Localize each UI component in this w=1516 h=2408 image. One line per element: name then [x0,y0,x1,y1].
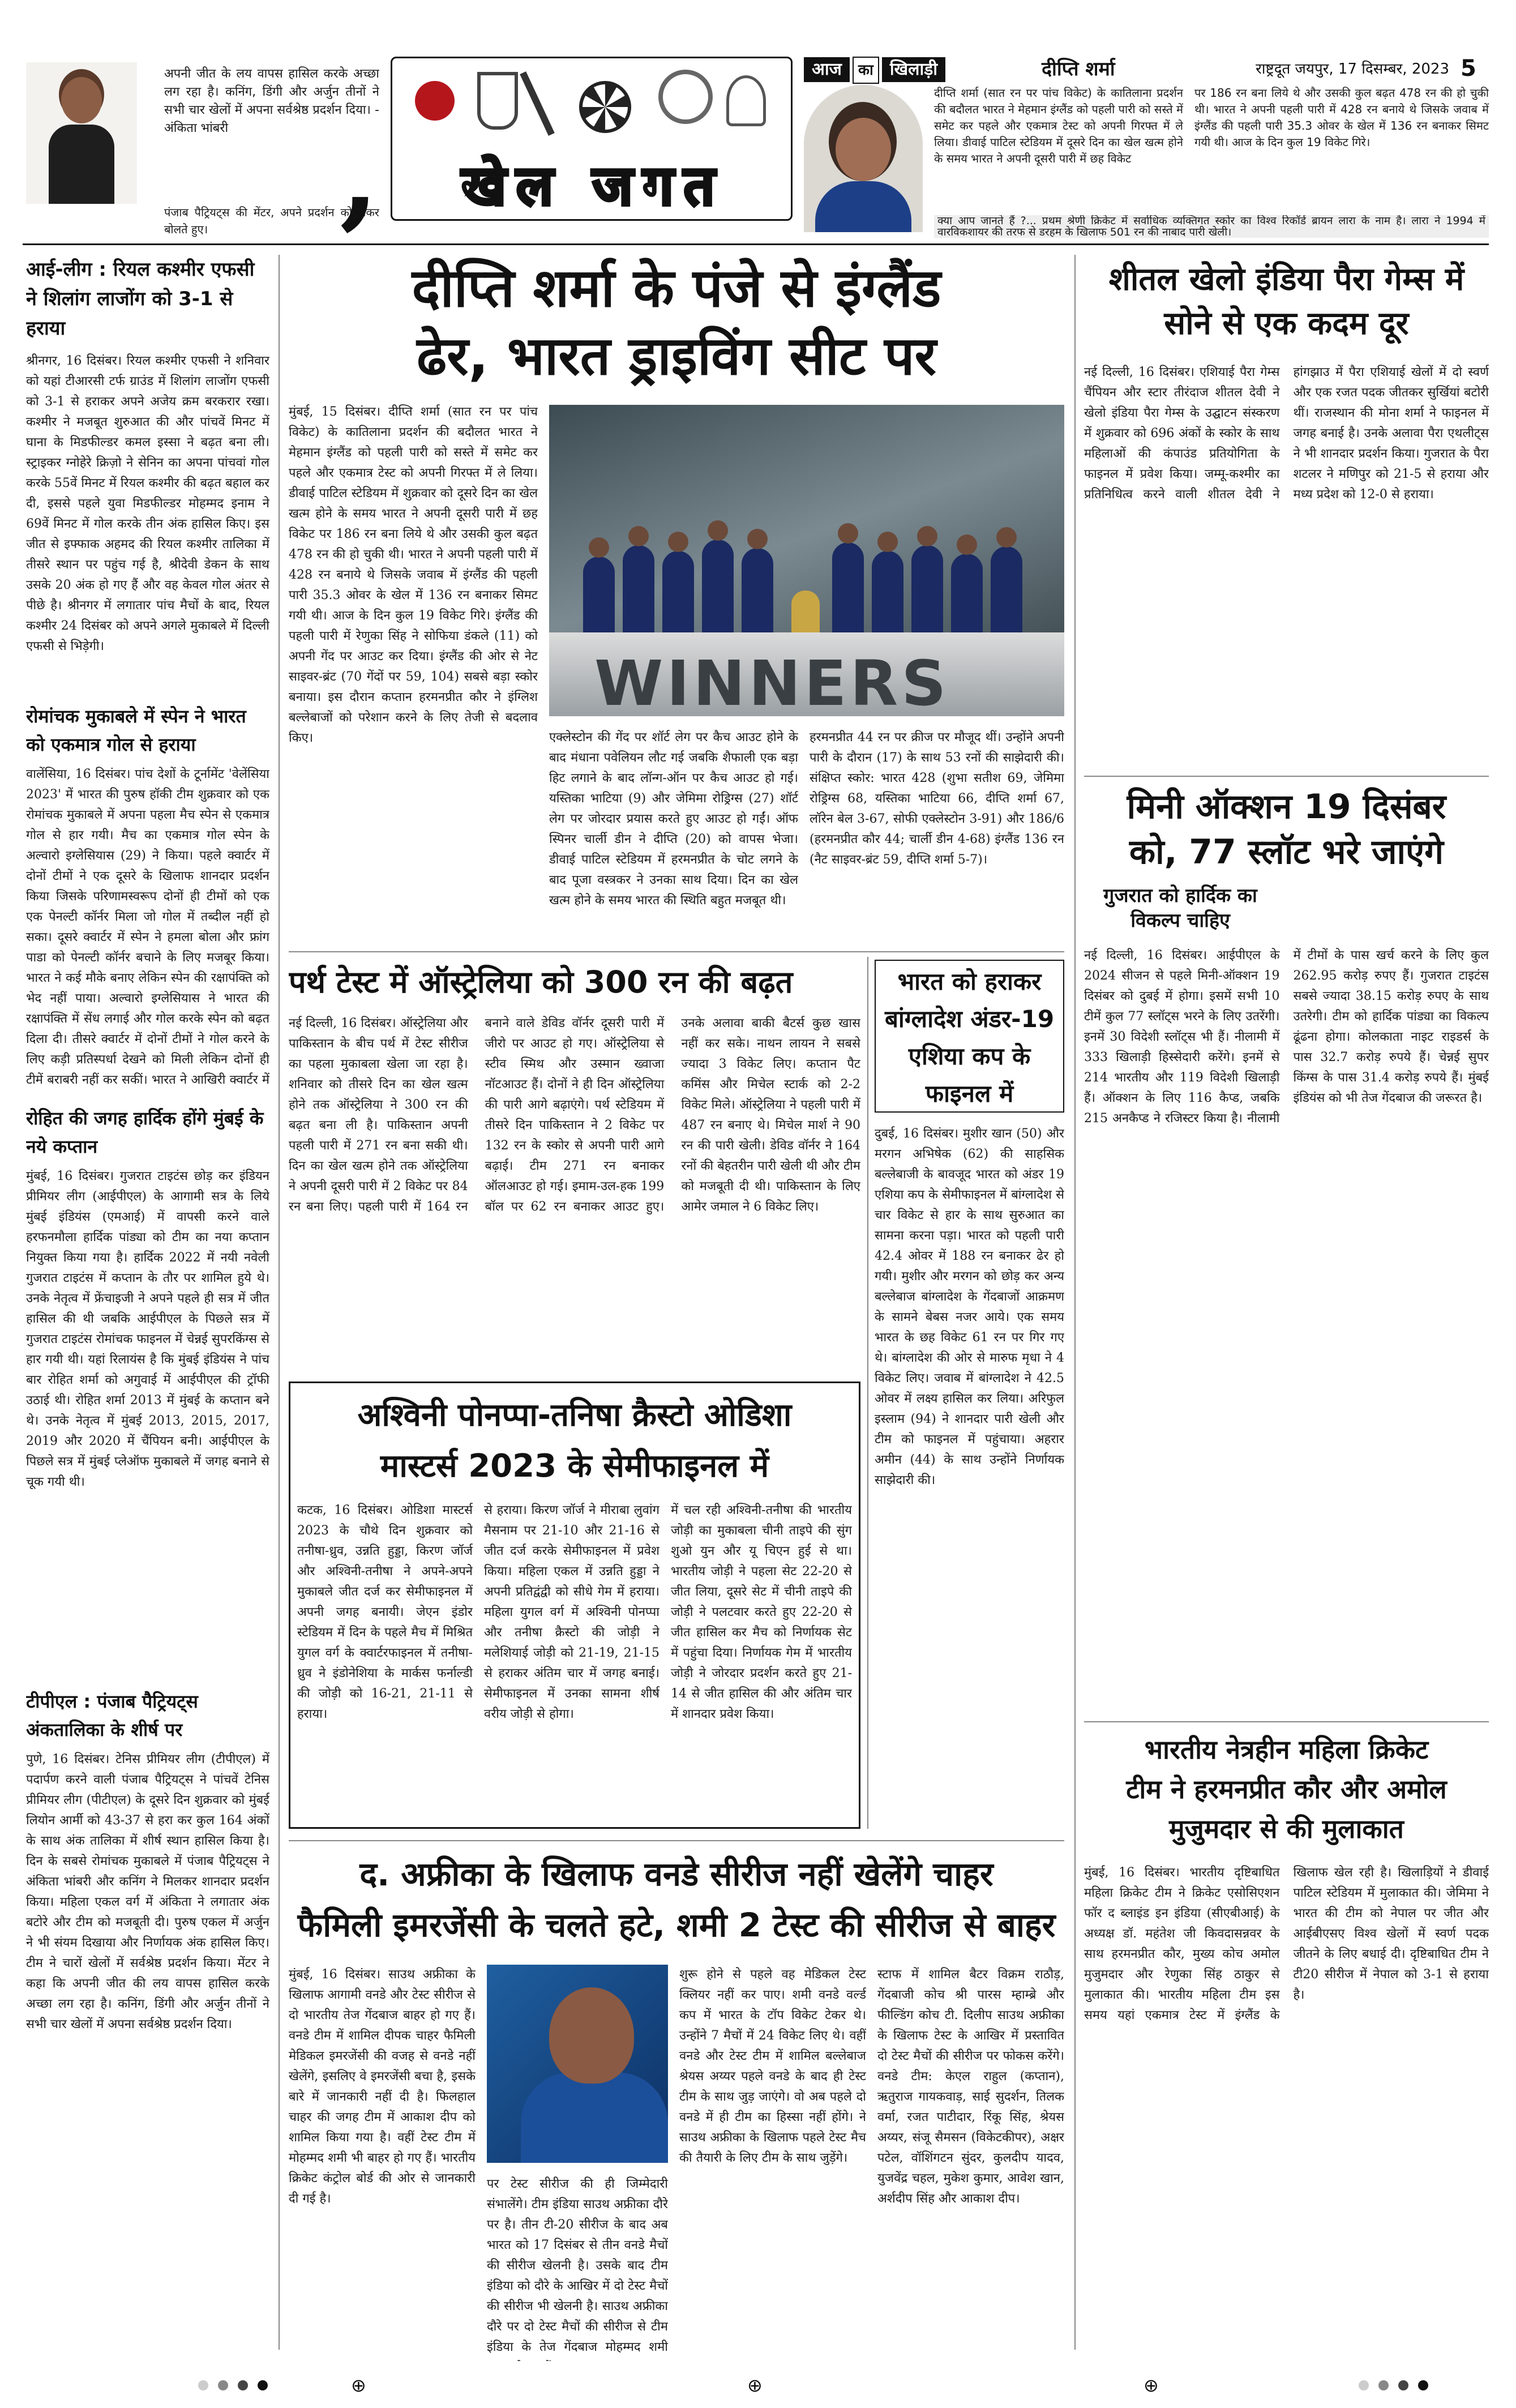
header-quote: अपनी जीत के लय वापस हासिल करके अच्छा लग रहा है। कनिंग, डिंगी और अर्जुन तीनों ने सभी चार खेलों में अपना सर्वश्रेष्ठ प्रदर्शन दिया। - अंकिता भांबरी [164,67,379,135]
left-story2-head: रोमांचक मुकाबले में स्पेन ने भारत को एकमात्र गोल से हराया [26,705,246,755]
odisha-col1: कटक, 16 दिसंबर। ओडिशा मास्टर्स 2023 के चौथे दिन शुक्रवार को तनीषा-ध्रुव, उन्नति हुड्डा, किरण जॉर्ज और अश्विनी-तनीषा ने अपने-अपने मुकाबले जीत दर्ज कर सेमीफाइनल में अपनी जगह बनायी। जेएन इंडोर स्टेडियम में दिन के पहले मैच में मिश्रित युगल वर्ग के क्वार्टरफाइनल में तनीषा-ध्रुव ने इंडोनेशिया के मार्कस फर्नाल्डी की जोड़ी को 16-21, 21-11 से हराया। [297,1503,473,1721]
chahar-top-rule [289,1840,1064,1841]
perth-headline: पर्थ टेस्ट में ऑस्ट्रेलिया को 300 रन की बढ़त [289,964,793,1000]
left-col-rule [279,255,280,2350]
right-story2-head-2: को, 77 स्लॉट भरे जाएंगे [1129,832,1444,872]
perth-body: नई दिल्ली, 16 दिसंबर। ऑस्ट्रेलिया और पाकिस्तान के बीच पर्थ में टेस्ट सीरीज का पहला मुकाबला खेला जा रहा है। शनिवार को तीसरे दिन का खेल खत्म होने तक ऑस्ट्रेलिया ने 300 रन की बढ़त बना ली है। पाकिस्तान अपनी पहली पारी में 271 रन बना सकी थी। दिन का खेल खत्म होने तक ऑस्ट्रेलिया ने अपनी दूसरी पारी में 2 विकेट पर 84 रन बना लिए। पहली पारी में 164 रन बनाने वाले डेविड वॉर्नर दूसरी पारी में जीरो पर आउट हो गए। ऑस्ट्रेलिया से स्टीव स्मिथ और उस्मान ख्वाजा नॉटआउट हैं। दोनों ने ही दिन ऑस्ट्रेलिया की पारी आगे बढ़ाएंगे। पर्थ स्टेडियम में तीसरे दिन पाकिस्तान ने 2 विकेट पर 132 रन के स्कोर से अपनी पारी आगे बढ़ाई। टीम 271 रन बनाकर ऑलआउट हो गई। इमाम-उल-हक 199 बॉल पर 62 रन बनाकर आउट हुए। उनके अलावा बाकी बैटर्स कुछ खास नहीं कर सके। नाथन लायन ने सबसे ज्यादा 3 विकेट लिए। कप्तान पैट कमिंस और मिचेल स्टार्क को 2-2 विकेट मिले। ऑस्ट्रेलिया ने पहली पारी में 487 रन बनाए थे। मिचेल मार्श ने 90 रन की पारी खेली। डेविड वॉर्नर ने 164 रनों की बेहतरीन पारी खेली थी और टीम को मजबूती दी थी। पाकिस्तान के लिए आमेर जमाल ने 6 विकेट लिए। [289,1016,860,1214]
right-story2-body: नई दिल्ली, 16 दिसंबर। आईपीएल के 2024 सीजन से पहले मिनी-ऑक्शन 19 दिसंबर को दुबई में होगा। इसमें सभी 10 टीमें कुल 77 स्लॉट्स भरने के लिए उतरेंगी। इनमें 30 विदेशी स्लॉट्स भी हैं। नीलामी में 333 खिलाड़ी हिस्सेदारी करेंगे। इनमें से 214 भारतीय और 119 विदेशी खिलाड़ी हैं। ऑक्शन के लिए 116 कैप्ड, जबकि 215 अनकैप्ड ने रजिस्टर किया है। नीलामी में टीमों के पास खर्च करने के लिए कुल 262.95 करोड़ रुपए हैं। गुजरात टाइटंस सबसे ज्यादा 38.15 करोड़ रुपए के साथ उतरेगी। टीम को हार्दिक पांड्या का विकल्प ढूंढना होगा। कोलकाता नाइट राइडर्स के पास 32.7 करोड़ रुपये हैं। चेन्नई सुपर किंग्स के पास 31.4 करोड़ रुपये हैं। मुंबई इंडियंस को भी तेज गेंदबाज की जरूरत है। [1084,948,1489,1126]
right-story2-head-1: मिनी ऑक्शन 19 दिसंबर [1127,787,1446,827]
quote-mark-icon: , [340,109,379,242]
right-story3-body: मुंबई, 16 दिसंबर। भारतीय दृष्टिबाधित महिला क्रिकेट टीम ने क्रिकेट एसोसिएशन फॉर द ब्लाइंड इन इंडिया (सीएबीआई) के अध्यक्ष डॉ. महंतेश जी किवदासन्नवर के साथ हरमनप्रीत कौर, मुख्य कोच अमोल मुजुमदार और रेणुका सिंह ठाकुर से मुलाकात की। भारतीय महिला टीम इस समय यहां एकमात्र टेस्ट में इंग्लैंड के खिलाफ खेल रही है। खिलाड़ियों ने डीवाई पाटिल स्टेडियम में मुलाकात की। जेमिमा ने भारत की टीम को नेपाल पर जीत और आईबीएसए विश्व खेलों में स्वर्ण पदक जीतने के लिए बधाई दी। दृष्टिबाधित टीम ने टी20 सीरीज में नेपाल को 3-1 से हराया है। [1084,1866,1489,2022]
page-number: 5 [1461,55,1476,82]
winners-team-photo [549,405,1064,716]
deepti-sharma-photo [804,85,923,232]
trophy-icon [477,72,518,130]
right-story2-rule [1084,776,1489,777]
odisha-headline-2: मास्टर्स 2023 के सेमीफाइनल में [380,1448,769,1485]
registration-dots-right [1359,2380,1428,2393]
left-story3-body: मुंबई, 16 दिसंबर। गुजरात टाइटंस छोड़ कर इंडियन प्रीमियर लीग (आईपीएल) के आगामी सत्र के लिये मुंबई इंडियंस (एमआई) में वापसी करने वाले हरफनमौला हार्दिक पांड्या को टीम का नया कप्तान नियुक्त किया गया है। हार्दिक 2022 में नयी नवेली गुजरात टाइटंस में कप्तान के तौर पर शामिल हुये थे। उनके नेतृत्व में फ्रेंचाइजी ने अपने पहले ही सत्र में जीत हासिल की थी जबकि आईपीएल के पिछले सत्र में गुजरात टाइटंस रोमांचक फाइनल में चेन्नई सुपरकिंग्स से हार गयी थी। यहां रिलायंस है कि मुंबई इंडियंस ने पांच बार रोहित शर्मा को अगुवाई में आईपीएल की ट्रॉफी उठाई थी। रोहित शर्मा 2013 में मुंबई के कप्तान बने थे। उनके नेतृत्व में मुंबई 2013, 2015, 2017, 2019 और 2020 में चैंपियन बनी। आईपीएल के पिछले सत्र में मुंबई प्लेऑफ मुकाबले में जगह बनाने से चूक गयी थी। [26,1169,269,1489]
perth-side-rule [867,957,868,1829]
right-story3-head-2: टीम ने हरमनप्रीत कौर और अमोल [1126,1774,1447,1804]
masthead [391,57,793,221]
lead-col4: हरमनप्रीत 44 रन पर क्रीज पर मौजूद थीं। उन्होंने अपनी पारी के दौरान (17) के साथ 53 रनों की साझेदारी की। संक्षिप्त स्कोर: भारत 428 (शुभा सतीश 69, जेमिमा रोड्रिग्स 68, यस्तिका भाटिया 66, दीप्ति शर्मा 67, लॉरेन बेल 3-67, सोफी एक्लेस्टोन 3-91) और 186/6 (हरमनप्रीत कौर 44; चार्ली डीन 4-68) इंग्लैंड 136 रन (नैट साइवर-ब्रंट 59, दीप्ति शर्मा 5-7)। [810,730,1064,867]
right-story3-head-3: मुजुमदार से की मुलाकात [1169,1814,1404,1844]
registration-dots-left [198,2380,268,2393]
hockey-stick-icon [520,71,555,136]
left-story4-body: पुणे, 16 दिसंबर। टेनिस प्रीमियर लीग (टीपीएल) में पदार्पण करने वाली पंजाब पैट्रियट्स ने पांचवें टेनिस प्रीमियर लीग (पीटीएल) के दूसरे दिन शुक्रवार को मुंबई लियोन आर्मी को 43-37 से हरा कर कुल 164 अंकों के साथ अंक तालिका में शीर्ष स्थान हासिल किया है। दिन के सबसे रोमांचक मुकाबले में पंजाब पैट्रियट्स ने अंकिता भांबरी और कनिंग ने मिलकर शानदार प्रदर्शन किया। महिला एकल वर्ग में अंकिता ने लगातार अंक बटोरे और टीम को मजबूती दी। पुरुष एकल में अर्जुन ने भी संयम दिखाया और निर्णायक अंक हासिल किए। टीम ने चारों खेलों में सर्वश्रेष्ठ प्रदर्शन किया। मेंटर ने कहा कि अपनी जीत की लय वापस हासिल करके अच्छा लग रहा है। कनिंग, डिंगी और अर्जुन तीनों ने सभी चार खेलों में अपना सर्वश्रेष्ठ प्रदर्शन दिया। [26,1752,269,2031]
odisha-col3: में चल रही अश्विनी-तनीषा की भारतीय जोड़ी का मुकाबला चीनी ताइपे की सुंग शुओ युन और यू चिएन हुई से था। भारतीय जोड़ी ने पहला सेट 22-20 से जीत लिया, दूसरे सेट में चीनी ताइपे की जोड़ी ने पलटवार करते हुए 22-20 से जीत हासिल कर मैच को निर्णायक सेट में पहुंचा दिया। निर्णायक गेम में भारतीय जोड़ी ने जोरदार प्रदर्शन करते हुए 21-14 से जीत हासिल की और अंतिम चार में शानदार प्रवेश किया। [671,1503,852,1721]
masthead-title: खेल जगत [461,154,725,217]
chahar-headline-2: फैमिली इमरजेंसी के चलते हटे, शमी 2 टेस्ट की सीरीज से बाहर [297,1906,1056,1944]
odisha-col2: से हराया। किरण जॉर्ज ने मीराबा लुवांग मैसनाम पर 21-10 और 21-16 से जीत दर्ज करके सेमीफाइनल में प्रवेश किया। महिला एकल में उन्नति हुड्डा ने अपनी प्रतिद्वंद्वी को सीधे गेम में हराया। महिला युगल वर्ग में अश्विनी पोनप्पा और तनीषा क्रैस्टो की जोड़ी ने मलेशियाई जोड़ी को 21-19, 21-15 से हराकर अंतिम चार में जगह बनाई। सेमीफाइनल में उनका सामना शीर्ष वरीय जोड़ी से होगा। [484,1503,659,1721]
ankita-bhambri-photo [26,62,137,204]
chahar-headline-1: द. अफ्रीका के खिलाफ वनडे सीरीज नहीं खेलेंगे चाहर [359,1855,993,1893]
right-story3-rule [1084,1721,1489,1722]
chahar-col1: मुंबई, 16 दिसंबर। साउथ अफ्रीका के खिलाफ आगामी वनडे और टेस्ट सीरीज से दो भारतीय तेज गेंदबाज बाहर हो गए हैं। वनडे टीम में शामिल दीपक चाहर फैमिली मेडिकल इमरजेंसी की वजह से वनडे नहीं खेलेंगे, इसलिए वे इमरजेंसी बचा है, इसके बारे में जानकारी नहीं दी है। फिलहाल चाहर की जगह टीम में आकाश दीप को शामिल किया गया है। वहीं टेस्ट टीम में मोहम्मद शमी भी बाहर हो गए हैं। भारतीय क्रिकेट कंट्रोल बोर्ड की ओर से जानकारी दी गई है। [289,1968,476,2206]
crosshair-icon: ⊕ [1144,2375,1159,2396]
chahar-col4: स्टाफ में शामिल बैटर विक्रम राठौड़, गेंदबाजी कोच श्री पारस म्हाम्ब्रे और फील्डिंग कोच टी. दिलीप साउथ अफ्रीका के खिलाफ टेस्ट के आखिर में प्रस्तावित दो टेस्ट मैचों की सीरीज पर फोकस करेंगे। वनडे टीम: केएल राहुल (कप्तान), ऋतुराज गायकवाड़, साई सुदर्शन, तिलक वर्मा, रजत पाटीदार, रिंकू सिंह, श्रेयस अय्यर, संजू सैमसन (विकेटकीपर), अक्षर पटेल, वॉशिंगटन सुंदर, कुलदीप यादव, युजवेंद्र चहल, मुकेश कुमार, आवेश खान, अर्शदीप सिंह और आकाश दीप। [877,1968,1064,2206]
lead-headline-2: ढेर, भारत ड्राइविंग सीट पर [417,326,936,387]
aaj-label: आज [804,57,850,82]
header-quote-caption: पंजाब पैट्रियट्स की मेंटर, अपने प्रदर्शन को लेकर बोलते हुए। [164,206,379,236]
football-icon [579,81,631,133]
player-blurb-2: पर 186 रन बना लिये थे और उसकी कुल बढ़त 478 रन की हो चुकी थी। भारत ने अपनी पहली पारी में 428 रन बनाये थे जिसके जवाब में इंग्लैंड की पहली पारी 35.3 ओवर के खेल में 136 रन बनाकर सिमट गयी थी। आज के दिन कुल 19 विकेट गिरे। [1194,86,1489,149]
right-story1-body: नई दिल्ली, 16 दिसंबर। एशियाई पैरा गेम्स चैंपियन और स्टार तीरंदाज शीतल देवी ने खेलो इंडिया पैरा गेम्स के उद्घाटन संस्करण में शुक्रवार को 696 अंकों के स्कोर के साथ महिलाओं की कंपाउंड प्रतियोगिता के फाइनल में प्रवेश किया। जम्मू-कश्मीर का प्रतिनिधित्व करने वाली शीतल देवी ने हांगझाउ में पैरा एशियाई खेलों में दो स्वर्ण और एक रजत पदक जीतकर सुर्खियां बटोरी थीं। राजस्थान की मोना शर्मा ने फाइनल में जगह बनाई है। उनके अलावा पैरा एथलीट्स ने भी शानदार प्रदर्शन किया। गुजरात के पैरा शटलर ने मणिपुर को 21-5 से हराया और मध्य प्रदेश को 12-0 से हराया। [1084,365,1489,502]
chahar-col3: शुरू होने से पहले वह मेडिकल टेस्ट क्लियर नहीं कर पाए। शमी वनडे वर्ल्ड कप में भारत के टॉप विकेट टेकर थे। उन्होंने 7 मैचों में 24 विकेट लिए थे। वहीं वनडे और टेस्ट टीम में शामिल बल्लेबाज श्रेयस अय्यर पहले वनडे के बाद ही टेस्ट टीम के साथ जुड़ जाएंगे। वो अब पहले दो वनडे में ही टीम का हिस्सा नहीं होंगे। ने साउथ अफ्रीका के खिलाफ पहले टेस्ट मैच की तैयारी के लिए टीम के साथ जुड़ेंगे। [679,1968,866,2165]
did-you-know: क्या आप जानते हैं ?... प्रथम श्रेणी क्रिकेट में सर्वाधिक व्यक्तिगत स्कोर का विश्व रिकॉर्ड ब्रायन लारा के नाम है। लारा ने 1994 में वारविकशायर की तरफ से डरहम के खिलाफ 501 रन की नाबाद पारी खेली। [934,215,1489,238]
lead-bottom-rule [289,951,1064,952]
cricket-ball-icon [415,81,455,121]
right-story2-subhead: गुजरात को हार्दिक का विकल्प चाहिए [1103,884,1257,932]
u19-body: दुबई, 16 दिसंबर। मुशीर खान (50) और मरगन अभिषेक (62) की साहसिक बल्लेबाजी के बावजूद भारत को अंडर 19 एशिया कप के सेमीफाइनल में बांग्लादेश से चार विकेट से हार के साथ सुरुआत का सामना करना पड़ा। भारत को पहली पारी 42.4 ओवर में 188 रन बनाकर ढेर हो गयी। मुशीर और मरगन को छोड़ कर अन्य बल्लेबाज बांग्लादेश के गेंदबाजों आक्रमण के सामने बेबस नजर आये। एक समय भारत के छह विकेट 61 रन पर गिर गए थे। बांग्लादेश की ओर से मारुफ मृधा ने 4 विकेट लिए। जवाब में बांग्लादेश ने 42.5 ओवर में लक्ष्य हासिल कर लिया। अरिफुल इस्लाम (94) ने शानदार पारी खेली और टीम को फाइनल में पहुंचाया। अहरार अमीन (44) के साथ उन्होंने निर्णायक साझेदारी की। [875,1127,1064,1487]
shami-photo [487,1965,668,2163]
player-blurb-1: दीप्ति शर्मा (सात रन पर पांच विकेट) के कातिलाना प्रदर्शन की बदौलत भारत ने मेहमान इंग्लैंड को पहली पारी को सस्ते में समेट कर पहले और एकमात्र टेस्ट को अपनी गिरफ्त में ले लिया। डीवाई पाटिल स्टेडियम में दूसरे दिन का खेल खत्म होने के समय भारत ने अपनी दूसरी पारी में छह विकेट [934,86,1183,165]
right-col-rule [1074,255,1076,2350]
crosshair-icon: ⊕ [351,2375,366,2396]
left-story3-head: रोहित की जगह हार्दिक होंगे मुंबई के नये कप्तान [26,1107,264,1157]
left-story4-head: टीपीएल : पंजाब पैट्रियट्स अंकतालिका के शीर्ष पर [26,1691,198,1740]
aaj-ka-khiladi-label [804,57,974,82]
right-story1-head: शीतल खेलो इंडिया पैरा गेम्स में सोने से एक कदम दूर [1108,261,1464,342]
lead-headline-1: दीप्ति शर्मा के पंजे से इंग्लैंड [412,258,941,319]
header-rule [23,243,1489,245]
right-story3-head-1: भारतीय नेत्रहीन महिला क्रिकेट [1144,1734,1429,1765]
winners-banner-text: WINNERS [594,647,950,716]
ka-label: का [853,57,879,84]
u19-headline: भारत को हराकर बांग्लादेश अंडर-19 एशिया कप के फाइनल में [875,960,1064,1113]
left-story1-head: आई-लीग : रियल कश्मीर एफसी ने शिलांग लाजोंग को 3-1 से हराया [26,258,255,340]
paper-info: राष्ट्रदूत जयपुर, 17 दिसम्बर, 2023 [1256,61,1449,78]
left-story1-body: श्रीनगर, 16 दिसंबर। रियल कश्मीर एफसी ने शनिवार को यहां टीआरसी टर्फ ग्राउंड में शिलांग लाजोंग एफसी को 3-1 से हराकर अपने अजेय क्रम बरकरार रखा। कश्मीर ने मजबूत शुरुआत की और पांचवें मिनट में घाना के मिडफील्डर कमल इस्सा ने बढ़त बना ली। स्ट्राइकर ग्नोहेरे क्रिज़ो ने सेनिन का अपना पांचवां गोल करके 55वें मिनट में रियल कश्मीर की बढ़त बहाल कर दी, इससे पहले युवा मिडफील्डर मोहम्मद इनाम ने 69वें मिनट में गोल करके तीन अंक हासिल किए। इस जीत से इफ्फाक अहमद की रियल कश्मीर तालिका में तीसरे स्थान पर पहुंच गई है, श्रीदेवी डेकन के साथ उसके 20 अंक हो गए हैं और वह केवल गोल अंतर से पीछे है। श्रीनगर में लगातार पांच मैचों के बाद, रियल कश्मीर 24 दिसंबर को अपने अगले मुकाबले में दिल्ली एफसी से भिड़ेगी। [26,354,269,653]
lead-col3: एक्लेस्टोन की गेंद पर शॉर्ट लेग पर कैच आउट होने के बाद मंधाना पवेलियन लौट गई जबकि शैफाली एक बड़ा हिट लगाने के बाद लॉन्ग-ऑन पर कैच आउट हो गई। यस्तिका भाटिया (9) और जेमिमा रोड्रिग्स (27) शॉर्ट लेग पर जोरदार प्रयास करते हुए आउट हो गईं। ऑफ स्पिनर चार्ली डीन ने दीप्ति (20) को वापस भेजा। डीवाई पाटिल स्टेडियम में हरमनप्रीत के चोट लगने के बाद पूजा वस्त्रकर ने उनका साथ दिया। दिन का खेल खत्म होने के समय भारत की स्थिति बहुत मजबूत थी। [549,730,798,908]
shuttlecock-icon [726,75,766,126]
khiladi-label: खिलाड़ी [882,57,945,82]
crosshair-icon: ⊕ [747,2375,763,2396]
lead-col1: मुंबई, 15 दिसंबर। दीप्ति शर्मा (सात रन पर पांच विकेट) के कातिलाना प्रदर्शन की बदौलत भारत ने मेहमान इंग्लैंड को पहली पारी को सस्ते में समेट कर पहले और एकमात्र टेस्ट को अपनी गिरफ्त में ले लिया। डीवाई पाटिल स्टेडियम में शुक्रवार को दूसरे दिन का खेल खत्म होने के समय भारत ने अपनी दूसरी पारी में छह विकेट पर 186 रन बना लिये थे और उसकी कुल बढ़त 478 रन की हो चुकी थी। भारत ने अपनी पहली पारी में 428 रन बनाये थे जिसके जवाब में इंग्लैंड की पहली पारी 35.3 ओवर के खेल में 136 रन बनाकर सिमट गयी थी। आज के दिन कुल 19 विकेट गिरे। इंग्लैंड की पहली पारी में रेणुका सिंह ने सोफिया डंकले (11) को अपनी गेंद पर आउट कर दिया। इंग्लैंड की ओर से नेट साइवर-ब्रंट (70 गेंदों पर 59, 104) सबसे बड़ा स्कोर बनाया। इस दौरान कप्तान हरमनप्रीत कौर ने इंग्लिश बल्लेबाजों को परेशान करने के लिए तेजी से बदलाव किए। [289,405,538,745]
sports-icons [392,58,791,149]
footer [0,2372,1516,2401]
chahar-col2: पर टेस्ट सीरीज की ही जिम्मेदारी संभालेंगे। टीम इंडिया साउथ अफ्रीका दौरे पर है। तीन टी-20 सीरीज के बाद अब भारत को 17 दिसंबर से तीन वनडे मैचों की सीरीज खेलनी है। उसके बाद टीम इंडिया को दौरे के आखिर में दो टेस्ट मैचों की सीरीज भी खेलनी है। साउथ अफ्रीका दौरे पर दो टेस्ट मैचों की सीरीज से टीम इंडिया के तेज गेंदबाज मोहम्मद शमी [487,2177,668,2354]
odisha-headline-1: अश्विनी पोनप्पा-तनिषा क्रैस्टो ओडिशा [357,1397,792,1434]
racket-icon [658,70,713,124]
left-story2-body: वालेंसिया, 16 दिसंबर। पांच देशों के टूर्नामेंट 'वेलेंसिया 2023' में भारत की पुरुष हॉकी टीम शुक्रवार को एक रोमांचक मुकाबले में अपना पहला मैच स्पेन से एकमात्र गोल से हार गयी। मैच का एकमात्र गोल स्पेन के अल्वारो इग्लेसियास (29) ने किया। पहले क्वार्टर में दोनों टीमों ने एक दूसरे के खिलाफ शानदार प्रदर्शन किया जिसके परिणामस्वरूप दोनों ही टीमों को एक एक पेनल्टी कॉर्नर मिला जो गोल में तब्दील नहीं हो सका। दूसरे क्वार्टर में स्पेन ने हमला बोला और फ्रांग पाडा को पेनल्टी कॉर्नर बचाने के लिए मजबूर किया। भारत ने कई मौके बनाए लेकिन स्पेन की रक्षापंक्ति को भेद नहीं पाया। अल्वारो इग्लेसियास ने भारत की रक्षापंक्ति में सेंध लगाई और गोल करके स्पेन को बढ़त दिला दी। तीसरे क्वार्टर में दोनों टीमों ने गोल करने के लिए कड़ी प्रतिस्पर्धा देखने को मिली लेकिन दोनों ही टीमें बराबरी नहीं कर सकीं। भारत ने आखिरी क्वार्टर में [26,767,269,1087]
player-of-day-name: दीप्ति शर्मा [1042,58,1115,80]
header-bar [0,0,1516,242]
